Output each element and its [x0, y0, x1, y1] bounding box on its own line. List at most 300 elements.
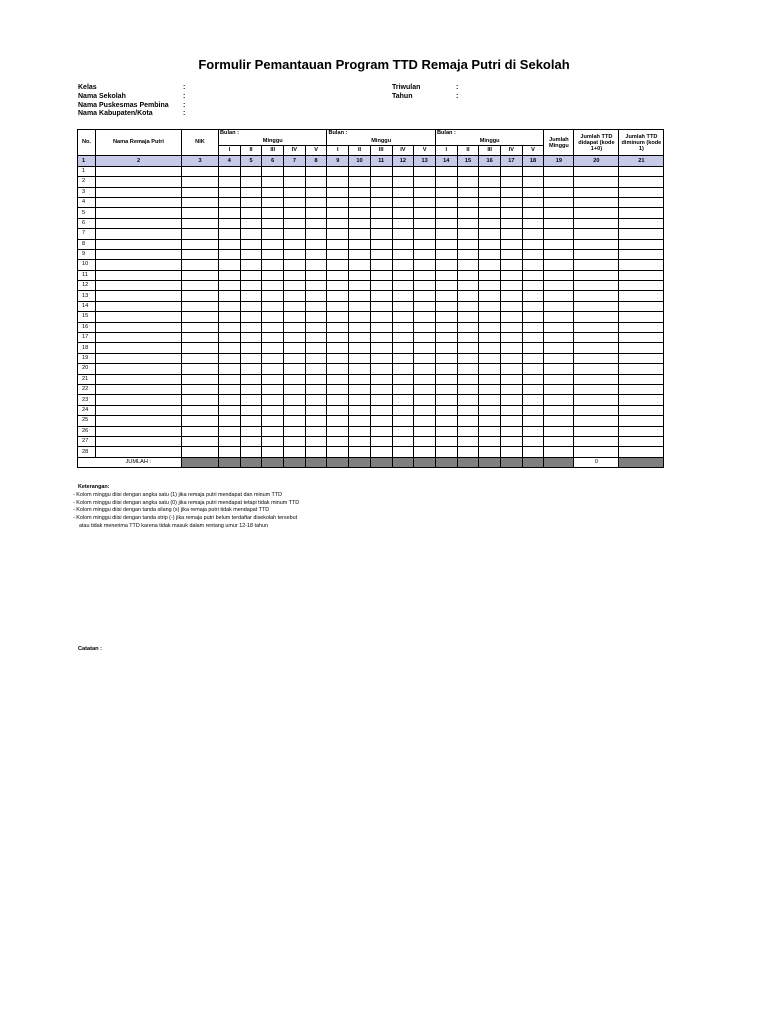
entry-cell[interactable]	[501, 353, 523, 363]
entry-cell[interactable]	[457, 447, 479, 457]
entry-cell[interactable]	[240, 208, 262, 218]
entry-cell[interactable]	[305, 260, 327, 270]
entry-cell[interactable]	[349, 166, 371, 176]
entry-cell[interactable]	[262, 343, 284, 353]
entry-cell[interactable]	[305, 291, 327, 301]
entry-cell[interactable]	[435, 436, 457, 446]
entry-cell[interactable]	[574, 208, 619, 218]
entry-cell[interactable]	[96, 239, 182, 249]
entry-cell[interactable]	[327, 364, 349, 374]
entry-cell[interactable]	[327, 416, 349, 426]
entry-cell[interactable]	[501, 384, 523, 394]
entry-cell[interactable]	[327, 395, 349, 405]
entry-cell[interactable]	[435, 426, 457, 436]
entry-cell[interactable]	[327, 281, 349, 291]
entry-cell[interactable]	[574, 447, 619, 457]
entry-cell[interactable]	[349, 177, 371, 187]
entry-cell[interactable]	[370, 270, 392, 280]
entry-cell[interactable]	[370, 312, 392, 322]
entry-cell[interactable]	[284, 374, 306, 384]
entry-cell[interactable]	[240, 333, 262, 343]
entry-cell[interactable]	[262, 333, 284, 343]
entry-cell[interactable]	[501, 364, 523, 374]
entry-cell[interactable]	[219, 312, 241, 322]
entry-cell[interactable]	[479, 426, 501, 436]
entry-cell[interactable]	[284, 436, 306, 446]
entry-cell[interactable]	[182, 364, 219, 374]
entry-cell[interactable]	[574, 177, 619, 187]
entry-cell[interactable]	[435, 281, 457, 291]
entry-cell[interactable]	[327, 447, 349, 457]
entry-cell[interactable]	[96, 229, 182, 239]
entry-cell[interactable]	[182, 239, 219, 249]
entry-cell[interactable]	[284, 447, 306, 457]
entry-cell[interactable]	[574, 436, 619, 446]
entry-cell[interactable]	[349, 395, 371, 405]
entry-cell[interactable]	[435, 270, 457, 280]
entry-cell[interactable]	[349, 187, 371, 197]
entry-cell[interactable]	[501, 249, 523, 259]
entry-cell[interactable]	[240, 218, 262, 228]
entry-cell[interactable]	[574, 322, 619, 332]
entry-cell[interactable]	[219, 416, 241, 426]
entry-cell[interactable]	[262, 249, 284, 259]
entry-cell[interactable]	[370, 405, 392, 415]
entry-cell[interactable]	[305, 447, 327, 457]
entry-cell[interactable]	[219, 239, 241, 249]
entry-cell[interactable]	[349, 301, 371, 311]
entry-cell[interactable]	[370, 177, 392, 187]
entry-cell[interactable]	[284, 249, 306, 259]
entry-cell[interactable]	[435, 187, 457, 197]
entry-cell[interactable]	[501, 343, 523, 353]
entry-cell[interactable]	[479, 374, 501, 384]
entry-cell[interactable]	[327, 405, 349, 415]
entry-cell[interactable]	[219, 343, 241, 353]
entry-cell[interactable]	[392, 291, 414, 301]
entry-cell[interactable]	[501, 405, 523, 415]
entry-cell[interactable]	[392, 197, 414, 207]
entry-cell[interactable]	[370, 229, 392, 239]
entry-cell[interactable]	[262, 281, 284, 291]
entry-cell[interactable]	[305, 416, 327, 426]
entry-cell[interactable]	[479, 333, 501, 343]
entry-cell[interactable]	[182, 249, 219, 259]
entry-cell[interactable]	[544, 426, 574, 436]
entry-cell[interactable]	[414, 374, 436, 384]
entry-cell[interactable]	[182, 374, 219, 384]
entry-cell[interactable]	[544, 405, 574, 415]
entry-cell[interactable]	[284, 260, 306, 270]
entry-cell[interactable]	[182, 301, 219, 311]
entry-cell[interactable]	[574, 343, 619, 353]
entry-cell[interactable]	[305, 384, 327, 394]
entry-cell[interactable]	[479, 166, 501, 176]
entry-cell[interactable]	[370, 239, 392, 249]
entry-cell[interactable]	[522, 218, 544, 228]
entry-cell[interactable]	[457, 187, 479, 197]
entry-cell[interactable]	[240, 384, 262, 394]
entry-cell[interactable]	[619, 447, 664, 457]
entry-cell[interactable]	[305, 333, 327, 343]
entry-cell[interactable]	[96, 208, 182, 218]
entry-cell[interactable]	[219, 166, 241, 176]
entry-cell[interactable]	[392, 333, 414, 343]
entry-cell[interactable]	[414, 322, 436, 332]
entry-cell[interactable]	[284, 197, 306, 207]
entry-cell[interactable]	[370, 301, 392, 311]
entry-cell[interactable]	[327, 166, 349, 176]
entry-cell[interactable]	[392, 260, 414, 270]
entry-cell[interactable]	[479, 291, 501, 301]
entry-cell[interactable]	[219, 447, 241, 457]
entry-cell[interactable]	[501, 208, 523, 218]
entry-cell[interactable]	[414, 447, 436, 457]
entry-cell[interactable]	[96, 426, 182, 436]
entry-cell[interactable]	[240, 364, 262, 374]
entry-cell[interactable]	[574, 218, 619, 228]
entry-cell[interactable]	[182, 291, 219, 301]
entry-cell[interactable]	[240, 281, 262, 291]
entry-cell[interactable]	[619, 270, 664, 280]
entry-cell[interactable]	[182, 177, 219, 187]
entry-cell[interactable]	[182, 426, 219, 436]
entry-cell[interactable]	[414, 229, 436, 239]
entry-cell[interactable]	[262, 374, 284, 384]
entry-cell[interactable]	[262, 239, 284, 249]
entry-cell[interactable]	[392, 426, 414, 436]
entry-cell[interactable]	[305, 229, 327, 239]
entry-cell[interactable]	[501, 187, 523, 197]
entry-cell[interactable]	[619, 364, 664, 374]
entry-cell[interactable]	[457, 405, 479, 415]
entry-cell[interactable]	[414, 333, 436, 343]
entry-cell[interactable]	[619, 166, 664, 176]
entry-cell[interactable]	[370, 416, 392, 426]
entry-cell[interactable]	[479, 301, 501, 311]
entry-cell[interactable]	[522, 208, 544, 218]
entry-cell[interactable]	[544, 447, 574, 457]
entry-cell[interactable]	[435, 229, 457, 239]
entry-cell[interactable]	[479, 260, 501, 270]
entry-cell[interactable]	[619, 343, 664, 353]
entry-cell[interactable]	[544, 322, 574, 332]
entry-cell[interactable]	[305, 166, 327, 176]
entry-cell[interactable]	[96, 447, 182, 457]
entry-cell[interactable]	[392, 447, 414, 457]
entry-cell[interactable]	[305, 312, 327, 322]
entry-cell[interactable]	[219, 322, 241, 332]
entry-cell[interactable]	[574, 281, 619, 291]
entry-cell[interactable]	[182, 395, 219, 405]
entry-cell[interactable]	[522, 416, 544, 426]
entry-cell[interactable]	[457, 218, 479, 228]
entry-cell[interactable]	[457, 281, 479, 291]
entry-cell[interactable]	[262, 301, 284, 311]
entry-cell[interactable]	[327, 197, 349, 207]
entry-cell[interactable]	[219, 229, 241, 239]
entry-cell[interactable]	[479, 384, 501, 394]
entry-cell[interactable]	[574, 395, 619, 405]
entry-cell[interactable]	[435, 364, 457, 374]
entry-cell[interactable]	[262, 447, 284, 457]
entry-cell[interactable]	[414, 384, 436, 394]
entry-cell[interactable]	[392, 343, 414, 353]
entry-cell[interactable]	[574, 249, 619, 259]
entry-cell[interactable]	[544, 312, 574, 322]
entry-cell[interactable]	[457, 249, 479, 259]
entry-cell[interactable]	[305, 405, 327, 415]
entry-cell[interactable]	[619, 281, 664, 291]
entry-cell[interactable]	[392, 353, 414, 363]
entry-cell[interactable]	[501, 229, 523, 239]
entry-cell[interactable]	[457, 374, 479, 384]
entry-cell[interactable]	[522, 187, 544, 197]
entry-cell[interactable]	[370, 249, 392, 259]
entry-cell[interactable]	[284, 384, 306, 394]
entry-cell[interactable]	[414, 281, 436, 291]
entry-cell[interactable]	[96, 333, 182, 343]
entry-cell[interactable]	[479, 416, 501, 426]
entry-cell[interactable]	[262, 291, 284, 301]
entry-cell[interactable]	[522, 447, 544, 457]
entry-cell[interactable]	[96, 395, 182, 405]
entry-cell[interactable]	[619, 322, 664, 332]
entry-cell[interactable]	[327, 343, 349, 353]
entry-cell[interactable]	[305, 208, 327, 218]
entry-cell[interactable]	[457, 177, 479, 187]
entry-cell[interactable]	[414, 436, 436, 446]
entry-cell[interactable]	[370, 395, 392, 405]
entry-cell[interactable]	[96, 374, 182, 384]
entry-cell[interactable]	[305, 374, 327, 384]
entry-cell[interactable]	[219, 384, 241, 394]
entry-cell[interactable]	[96, 353, 182, 363]
entry-cell[interactable]	[284, 322, 306, 332]
entry-cell[interactable]	[349, 374, 371, 384]
entry-cell[interactable]	[327, 239, 349, 249]
entry-cell[interactable]	[522, 322, 544, 332]
entry-cell[interactable]	[522, 229, 544, 239]
entry-cell[interactable]	[284, 239, 306, 249]
entry-cell[interactable]	[349, 364, 371, 374]
entry-cell[interactable]	[327, 260, 349, 270]
entry-cell[interactable]	[457, 260, 479, 270]
entry-cell[interactable]	[544, 187, 574, 197]
entry-cell[interactable]	[479, 187, 501, 197]
entry-cell[interactable]	[522, 166, 544, 176]
entry-cell[interactable]	[435, 218, 457, 228]
entry-cell[interactable]	[414, 166, 436, 176]
entry-cell[interactable]	[240, 312, 262, 322]
entry-cell[interactable]	[574, 229, 619, 239]
entry-cell[interactable]	[392, 301, 414, 311]
entry-cell[interactable]	[435, 312, 457, 322]
entry-cell[interactable]	[457, 395, 479, 405]
entry-cell[interactable]	[219, 249, 241, 259]
entry-cell[interactable]	[262, 384, 284, 394]
entry-cell[interactable]	[574, 239, 619, 249]
entry-cell[interactable]	[544, 374, 574, 384]
entry-cell[interactable]	[240, 416, 262, 426]
entry-cell[interactable]	[305, 436, 327, 446]
entry-cell[interactable]	[349, 436, 371, 446]
entry-cell[interactable]	[414, 260, 436, 270]
entry-cell[interactable]	[501, 166, 523, 176]
entry-cell[interactable]	[457, 301, 479, 311]
entry-cell[interactable]	[284, 208, 306, 218]
entry-cell[interactable]	[370, 374, 392, 384]
entry-cell[interactable]	[305, 322, 327, 332]
entry-cell[interactable]	[96, 260, 182, 270]
entry-cell[interactable]	[240, 436, 262, 446]
entry-cell[interactable]	[240, 249, 262, 259]
entry-cell[interactable]	[435, 384, 457, 394]
entry-cell[interactable]	[619, 333, 664, 343]
entry-cell[interactable]	[219, 374, 241, 384]
entry-cell[interactable]	[349, 249, 371, 259]
entry-cell[interactable]	[327, 208, 349, 218]
entry-cell[interactable]	[457, 312, 479, 322]
entry-cell[interactable]	[392, 187, 414, 197]
entry-cell[interactable]	[349, 384, 371, 394]
entry-cell[interactable]	[370, 281, 392, 291]
entry-cell[interactable]	[327, 426, 349, 436]
entry-cell[interactable]	[457, 239, 479, 249]
entry-cell[interactable]	[182, 384, 219, 394]
entry-cell[interactable]	[544, 270, 574, 280]
entry-cell[interactable]	[240, 395, 262, 405]
entry-cell[interactable]	[544, 436, 574, 446]
entry-cell[interactable]	[219, 281, 241, 291]
entry-cell[interactable]	[457, 364, 479, 374]
entry-cell[interactable]	[501, 333, 523, 343]
entry-cell[interactable]	[327, 218, 349, 228]
entry-cell[interactable]	[457, 197, 479, 207]
entry-cell[interactable]	[182, 208, 219, 218]
entry-cell[interactable]	[219, 291, 241, 301]
entry-cell[interactable]	[240, 291, 262, 301]
entry-cell[interactable]	[619, 218, 664, 228]
entry-cell[interactable]	[414, 353, 436, 363]
entry-cell[interactable]	[305, 270, 327, 280]
entry-cell[interactable]	[96, 270, 182, 280]
entry-cell[interactable]	[522, 281, 544, 291]
entry-cell[interactable]	[479, 197, 501, 207]
entry-cell[interactable]	[370, 291, 392, 301]
entry-cell[interactable]	[479, 343, 501, 353]
entry-cell[interactable]	[219, 333, 241, 343]
entry-cell[interactable]	[501, 301, 523, 311]
entry-cell[interactable]	[370, 166, 392, 176]
entry-cell[interactable]	[182, 343, 219, 353]
entry-cell[interactable]	[522, 239, 544, 249]
entry-cell[interactable]	[501, 436, 523, 446]
entry-cell[interactable]	[522, 312, 544, 322]
entry-cell[interactable]	[262, 364, 284, 374]
entry-cell[interactable]	[574, 260, 619, 270]
entry-cell[interactable]	[392, 208, 414, 218]
entry-cell[interactable]	[182, 416, 219, 426]
entry-cell[interactable]	[435, 208, 457, 218]
entry-cell[interactable]	[544, 291, 574, 301]
entry-cell[interactable]	[479, 447, 501, 457]
entry-cell[interactable]	[96, 436, 182, 446]
entry-cell[interactable]	[327, 322, 349, 332]
entry-cell[interactable]	[522, 384, 544, 394]
entry-cell[interactable]	[522, 260, 544, 270]
entry-cell[interactable]	[414, 239, 436, 249]
entry-cell[interactable]	[219, 395, 241, 405]
entry-cell[interactable]	[370, 218, 392, 228]
entry-cell[interactable]	[574, 270, 619, 280]
entry-cell[interactable]	[619, 426, 664, 436]
entry-cell[interactable]	[619, 312, 664, 322]
entry-cell[interactable]	[182, 281, 219, 291]
entry-cell[interactable]	[219, 187, 241, 197]
entry-cell[interactable]	[240, 177, 262, 187]
entry-cell[interactable]	[479, 249, 501, 259]
entry-cell[interactable]	[96, 281, 182, 291]
entry-cell[interactable]	[262, 353, 284, 363]
entry-cell[interactable]	[435, 416, 457, 426]
entry-cell[interactable]	[522, 249, 544, 259]
entry-cell[interactable]	[544, 208, 574, 218]
entry-cell[interactable]	[574, 353, 619, 363]
entry-cell[interactable]	[619, 436, 664, 446]
entry-cell[interactable]	[240, 229, 262, 239]
entry-cell[interactable]	[619, 416, 664, 426]
entry-cell[interactable]	[457, 436, 479, 446]
entry-cell[interactable]	[544, 249, 574, 259]
entry-cell[interactable]	[457, 322, 479, 332]
entry-cell[interactable]	[392, 322, 414, 332]
entry-cell[interactable]	[305, 197, 327, 207]
entry-cell[interactable]	[219, 353, 241, 363]
entry-cell[interactable]	[240, 166, 262, 176]
entry-cell[interactable]	[240, 270, 262, 280]
entry-cell[interactable]	[522, 177, 544, 187]
entry-cell[interactable]	[262, 166, 284, 176]
entry-cell[interactable]	[414, 312, 436, 322]
entry-cell[interactable]	[96, 405, 182, 415]
entry-cell[interactable]	[284, 281, 306, 291]
entry-cell[interactable]	[414, 343, 436, 353]
entry-cell[interactable]	[435, 374, 457, 384]
entry-cell[interactable]	[305, 218, 327, 228]
entry-cell[interactable]	[182, 353, 219, 363]
entry-cell[interactable]	[501, 197, 523, 207]
entry-cell[interactable]	[327, 177, 349, 187]
entry-cell[interactable]	[284, 218, 306, 228]
entry-cell[interactable]	[349, 426, 371, 436]
entry-cell[interactable]	[619, 405, 664, 415]
entry-cell[interactable]	[479, 395, 501, 405]
entry-cell[interactable]	[435, 395, 457, 405]
entry-cell[interactable]	[522, 301, 544, 311]
entry-cell[interactable]	[182, 270, 219, 280]
entry-cell[interactable]	[574, 166, 619, 176]
entry-cell[interactable]	[392, 177, 414, 187]
entry-cell[interactable]	[219, 208, 241, 218]
entry-cell[interactable]	[96, 187, 182, 197]
entry-cell[interactable]	[219, 270, 241, 280]
entry-cell[interactable]	[327, 374, 349, 384]
entry-cell[interactable]	[544, 177, 574, 187]
entry-cell[interactable]	[414, 177, 436, 187]
entry-cell[interactable]	[219, 364, 241, 374]
entry-cell[interactable]	[284, 177, 306, 187]
